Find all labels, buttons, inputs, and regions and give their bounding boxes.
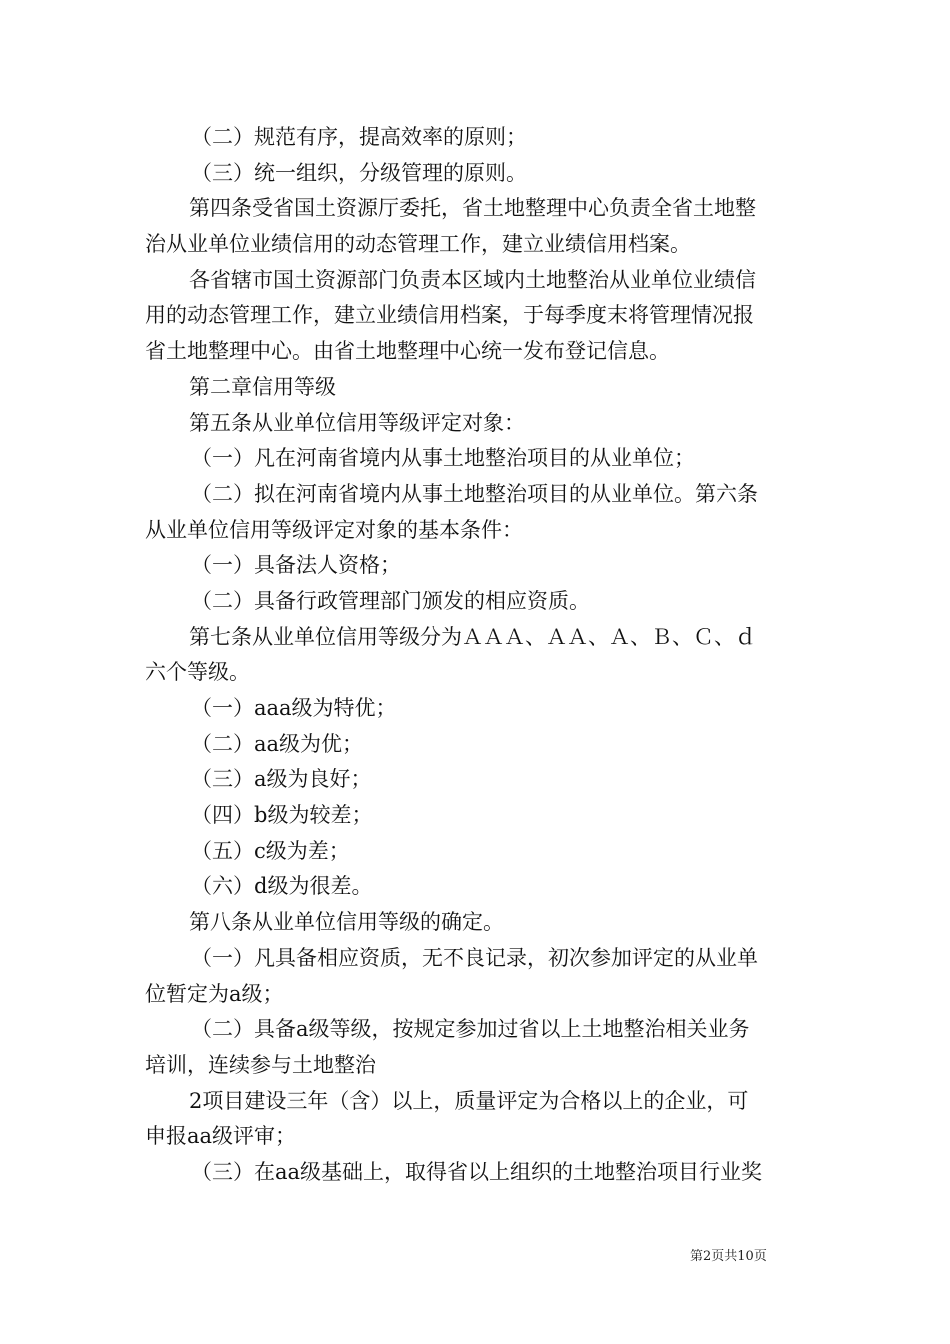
text-line: （二）具备a级等级，按规定参加过省以上土地整治相关业务 [191, 1017, 750, 1042]
text-line: 省土地整理中心。由省土地整理中心统一发布登记信息。 [145, 339, 670, 364]
text-line: （四）b级为较差； [191, 803, 373, 828]
text-line: 第七条从业单位信用等级分为ＡＡＡ、ＡＡ、Ａ、Ｂ、Ｃ、ｄ [189, 624, 756, 649]
text-line: 2项目建设三年（含）以上，质量评定为合格以上的企业，可 [189, 1088, 749, 1113]
text-line: （三）a级为良好； [191, 767, 372, 792]
page-footer: 第2页共10页 [690, 1249, 767, 1264]
text-line: （二）aa级为优； [191, 731, 364, 756]
text-line: （一）aaa级为特优； [191, 696, 397, 720]
text-line: 第四条受省国土资源厅委托，省土地整理中心负责全省土地整 [189, 196, 756, 221]
text-line: （六）d级为很差。 [191, 874, 373, 899]
text-line: 治从业单位业绩信用的动态管理工作，建立业绩信用档案。 [145, 232, 691, 257]
text-line: （三）统一组织，分级管理的原则。 [191, 160, 527, 185]
text-line: （二）规范有序，提高效率的原则； [191, 125, 527, 149]
text-line: 第八条从业单位信用等级的确定。 [189, 910, 504, 935]
text-line: 用的动态管理工作，建立业绩信用档案，于每季度末将管理情况报 [145, 303, 754, 328]
text-line: 申报aa级评审； [145, 1124, 297, 1149]
text-line: 各省辖市国土资源部门负责本区域内土地整治从业单位业绩信 [189, 267, 756, 292]
text-line: （二）拟在河南省境内从事土地整治项目的从业单位。第六条 [191, 481, 758, 506]
text-line: （一）具备法人资格； [191, 553, 401, 578]
text-line: 第五条从业单位信用等级评定对象： [189, 410, 525, 435]
text-line: 六个等级。 [145, 660, 250, 685]
text-line: 位暂定为a级； [145, 981, 284, 1006]
text-line: （二）具备行政管理部门颁发的相应资质。 [191, 588, 590, 613]
text-line: （五）c级为差； [191, 838, 350, 863]
text-line: （一）凡具备相应资质，无不良记录，初次参加评定的从业单 [191, 945, 758, 970]
text-line: 培训，连续参与土地整治 [145, 1052, 376, 1077]
document-body [145, 120, 810, 1191]
text-line: （一）凡在河南省境内从事土地整治项目的从业单位； [191, 446, 695, 471]
text-line: （三）在aa级基础上，取得省以上组织的土地整治项目行业奖 [191, 1159, 763, 1184]
text-line: 从业单位信用等级评定对象的基本条件： [145, 517, 523, 542]
text-line: 第二章信用等级 [189, 374, 336, 399]
